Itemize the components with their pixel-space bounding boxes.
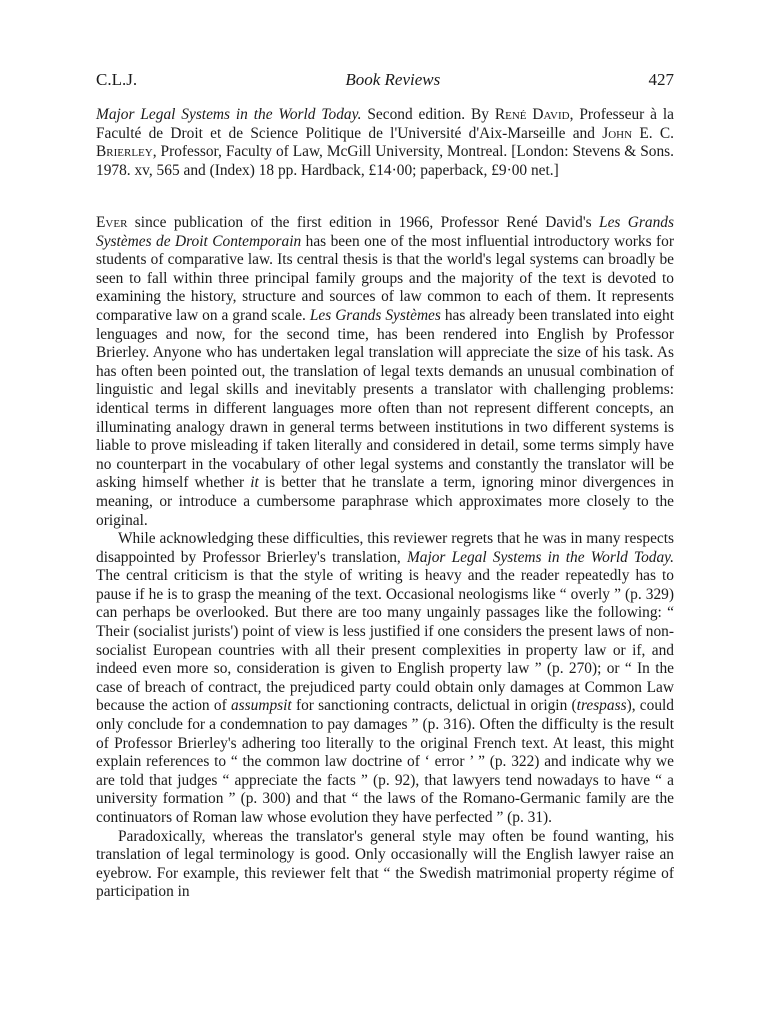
author1-affiliation: , Professeur à la Faculté de Droit et de Science Politique de l'Université d'Aix-Marseille and [96, 106, 675, 142]
text-run: While acknowledging these difficulties, this reviewer regrets that he was in many respects disappointed by Professor Brierley's translation, [96, 530, 674, 566]
journal-abbreviation: C.L.J. [96, 70, 138, 89]
italic-term: trespass [576, 697, 627, 715]
opening-word: Ever [96, 214, 128, 231]
text-run: for sanctioning contracts, delictual in origin ( [291, 697, 577, 715]
text-run: has already been translated into eight lenguages and now, for the second time, has been rendered into English by Professor Brierley. Anyone who has undertaken legal translation will appreciate the size of his task. As has often been pointed out, the translation of legal texts demands an unusual combination of linguistic and legal skills and inevitably presents a translator with challenging problems: identical terms in different languages more often than not represent different concepts, an illuminating analogy drawn in general terms between institutions in two different systems is liable to prove misleading if taken literally and considered in detail, some terms simply have no counterpart in the vocabulary of other legal systems and constantly the translator will be asking himself whether [96, 306, 674, 492]
italic-title: Major Legal Systems in the World Today. [406, 548, 674, 566]
book-citation [96, 106, 674, 180]
italic-emphasis: it [250, 474, 259, 492]
author2-affiliation-and-publication: , Professor, Faculty of Law, McGill University, Montreal. [London: Stevens & Sons. 1978. xv, 565 and (Index) 18 pp. Hardback, £14·00; paperback, £9·00 net.] [96, 143, 674, 179]
author1-last-name: David [532, 106, 570, 123]
paragraph-1 [96, 214, 674, 530]
text-run: ), could only conclude for a condemnation to pay damages ” (p. 316). Often the difficulty is the result of Professor Brierley's adhering too literally to the original French text. At least, this might explain references to “ the common law doctrine of ‘ error ’ ” (p. 322) and indicate why we are told that judges “ appreciate the facts ” (p. 92), that lawyers tend nowadays to have “ a university formation ” (p. 300) and that “ the laws of the Romano-Germanic family are the continuators of Roman law whose evolution they have perfected ” (p. 31). [96, 697, 674, 826]
text-run: The central criticism is that the style of writing is heavy and the reader repeatedly has to pause if he is to grasp the meaning of the text. Occasional neologisms like “ overly ” (p. 329) can perhaps be overlooked. But there are too many ungainly passages like the following: “ Their (socialist jurists') point of view is less justified if one considers the present laws of non-socialist European countries with all their present complexities in property law or if, and indeed even more so, consideration is given to English property law ” (p. 270); or “ In the case of breach of contract, the prejudiced party could obtain only damages at Common Law because the action of [96, 567, 674, 715]
section-title: Book Reviews [345, 70, 441, 89]
author1-first-name: René [494, 106, 527, 123]
paragraph-3: Paradoxically, whereas the translator's general style may often be found wanting, his translation of legal terminology is good. Only occasionally will the English lawyer raise an eyebrow. For example, this reviewer felt that “ the Swedish matrimonial property régime of participation in [96, 827, 674, 901]
italic-term: assumpsit [230, 697, 292, 715]
paragraph-2 [96, 530, 674, 828]
text-run: has been one of the most influential introductory works for students of comparative law. Its central thesis is that the world's legal systems can broadly be seen to fall within three principal family groups and the majority of the text is devoted to examining the history, structure and sources of law common to each of them. It represents comparative law on a grand scale. [96, 232, 674, 324]
book-title: Major Legal Systems in the World Today. [96, 106, 362, 123]
edition-note: Second edition. By [367, 106, 489, 123]
review-body [96, 214, 674, 902]
text-run: is better that he translate a term, ignoring minor divergences in meaning, or introduce a cumbersome paraphrase which approximates more closely to the original. [96, 474, 674, 529]
running-head [96, 70, 674, 90]
page-number: 427 [648, 70, 674, 89]
italic-title: Les Grands Systèmes de Droit Contemporain [96, 214, 674, 250]
text-run: since publication of the first edition in 1966, Professor René David's [127, 214, 600, 231]
italic-title: Les Grands Systèmes [309, 306, 441, 324]
author2-name: John E. C. Brierley [96, 124, 674, 161]
